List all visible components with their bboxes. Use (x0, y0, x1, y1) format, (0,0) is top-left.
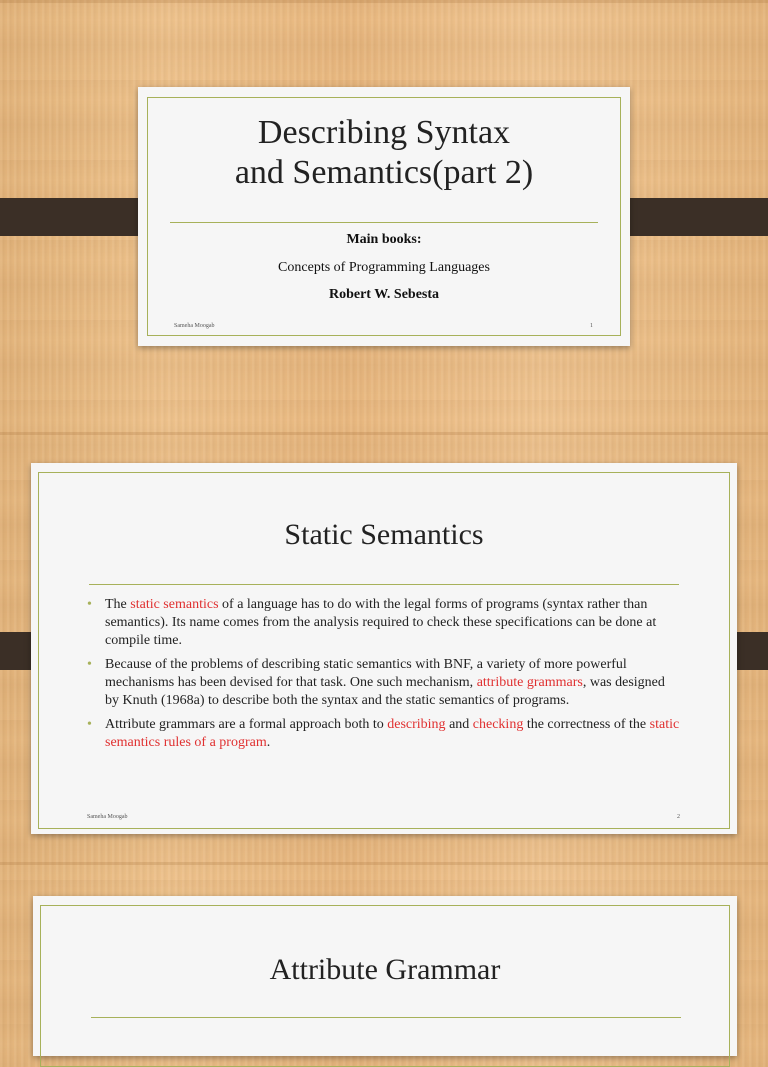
main-books-label: Main books: (346, 232, 422, 247)
highlight-text: static semantics (130, 597, 219, 612)
slide-3[interactable] (33, 896, 737, 1056)
title-line-2: and Semantics(part 2) (234, 154, 534, 191)
wood-seam (0, 432, 768, 435)
highlight-text: checking (472, 717, 524, 732)
binder-tab-left (0, 198, 156, 236)
title-divider (89, 584, 679, 585)
title-line-1: Describing Syntax (257, 114, 511, 151)
bullet-text: Attribute grammars are a formal approach both to (105, 717, 388, 732)
title-divider (170, 222, 598, 223)
slide-title: Attribute Grammar (269, 953, 501, 986)
page-number: 2 (677, 814, 680, 820)
slide-1[interactable] (138, 87, 630, 346)
footer-author: Sameha Moogab (87, 814, 128, 820)
footer-author: Sameha Moogab (174, 323, 215, 329)
highlight-text: static semantics rules of a program (105, 717, 680, 750)
wood-seam (0, 0, 768, 3)
slide-title: Static Semantics (284, 518, 484, 551)
bullet-marker: • (87, 657, 92, 672)
slide-2[interactable] (31, 463, 737, 834)
bullet-item-2 (87, 656, 681, 710)
bullet-item-3 (87, 716, 681, 752)
bullet-text: . (266, 735, 271, 750)
bullet-list (87, 596, 681, 758)
title-divider (91, 1017, 681, 1018)
page-number: 1 (590, 323, 593, 329)
bullet-marker: • (87, 597, 92, 612)
bullet-text: Because of the problems of describing static semantics with BNF, a variety of more powerful mechanisms has been devised for that task. One such mechanism, (105, 657, 627, 690)
bullet-text: and (445, 717, 473, 732)
highlight-text: attribute grammars (476, 675, 583, 690)
slide-title (138, 113, 630, 193)
highlight-text: describing (387, 717, 446, 732)
bullet-text: The (105, 597, 131, 612)
bullet-marker: • (87, 717, 92, 732)
wood-seam (0, 862, 768, 865)
bullet-text: , was designed by Knuth (1968a) to describe both the syntax and the static semantics of programs. (105, 675, 665, 708)
bullet-text: the correctness of the (523, 717, 650, 732)
binder-tab-right (612, 198, 768, 236)
bullet-text: of a language has to do with the legal forms of programs (syntax rather than semantics). Its name comes from the analysis required to check these specifications can be done at compile time. (105, 597, 657, 648)
book-title: Concepts of Programming Languages (278, 260, 490, 275)
bullet-item-1 (87, 596, 681, 650)
book-author: Robert W. Sebesta (328, 287, 440, 302)
